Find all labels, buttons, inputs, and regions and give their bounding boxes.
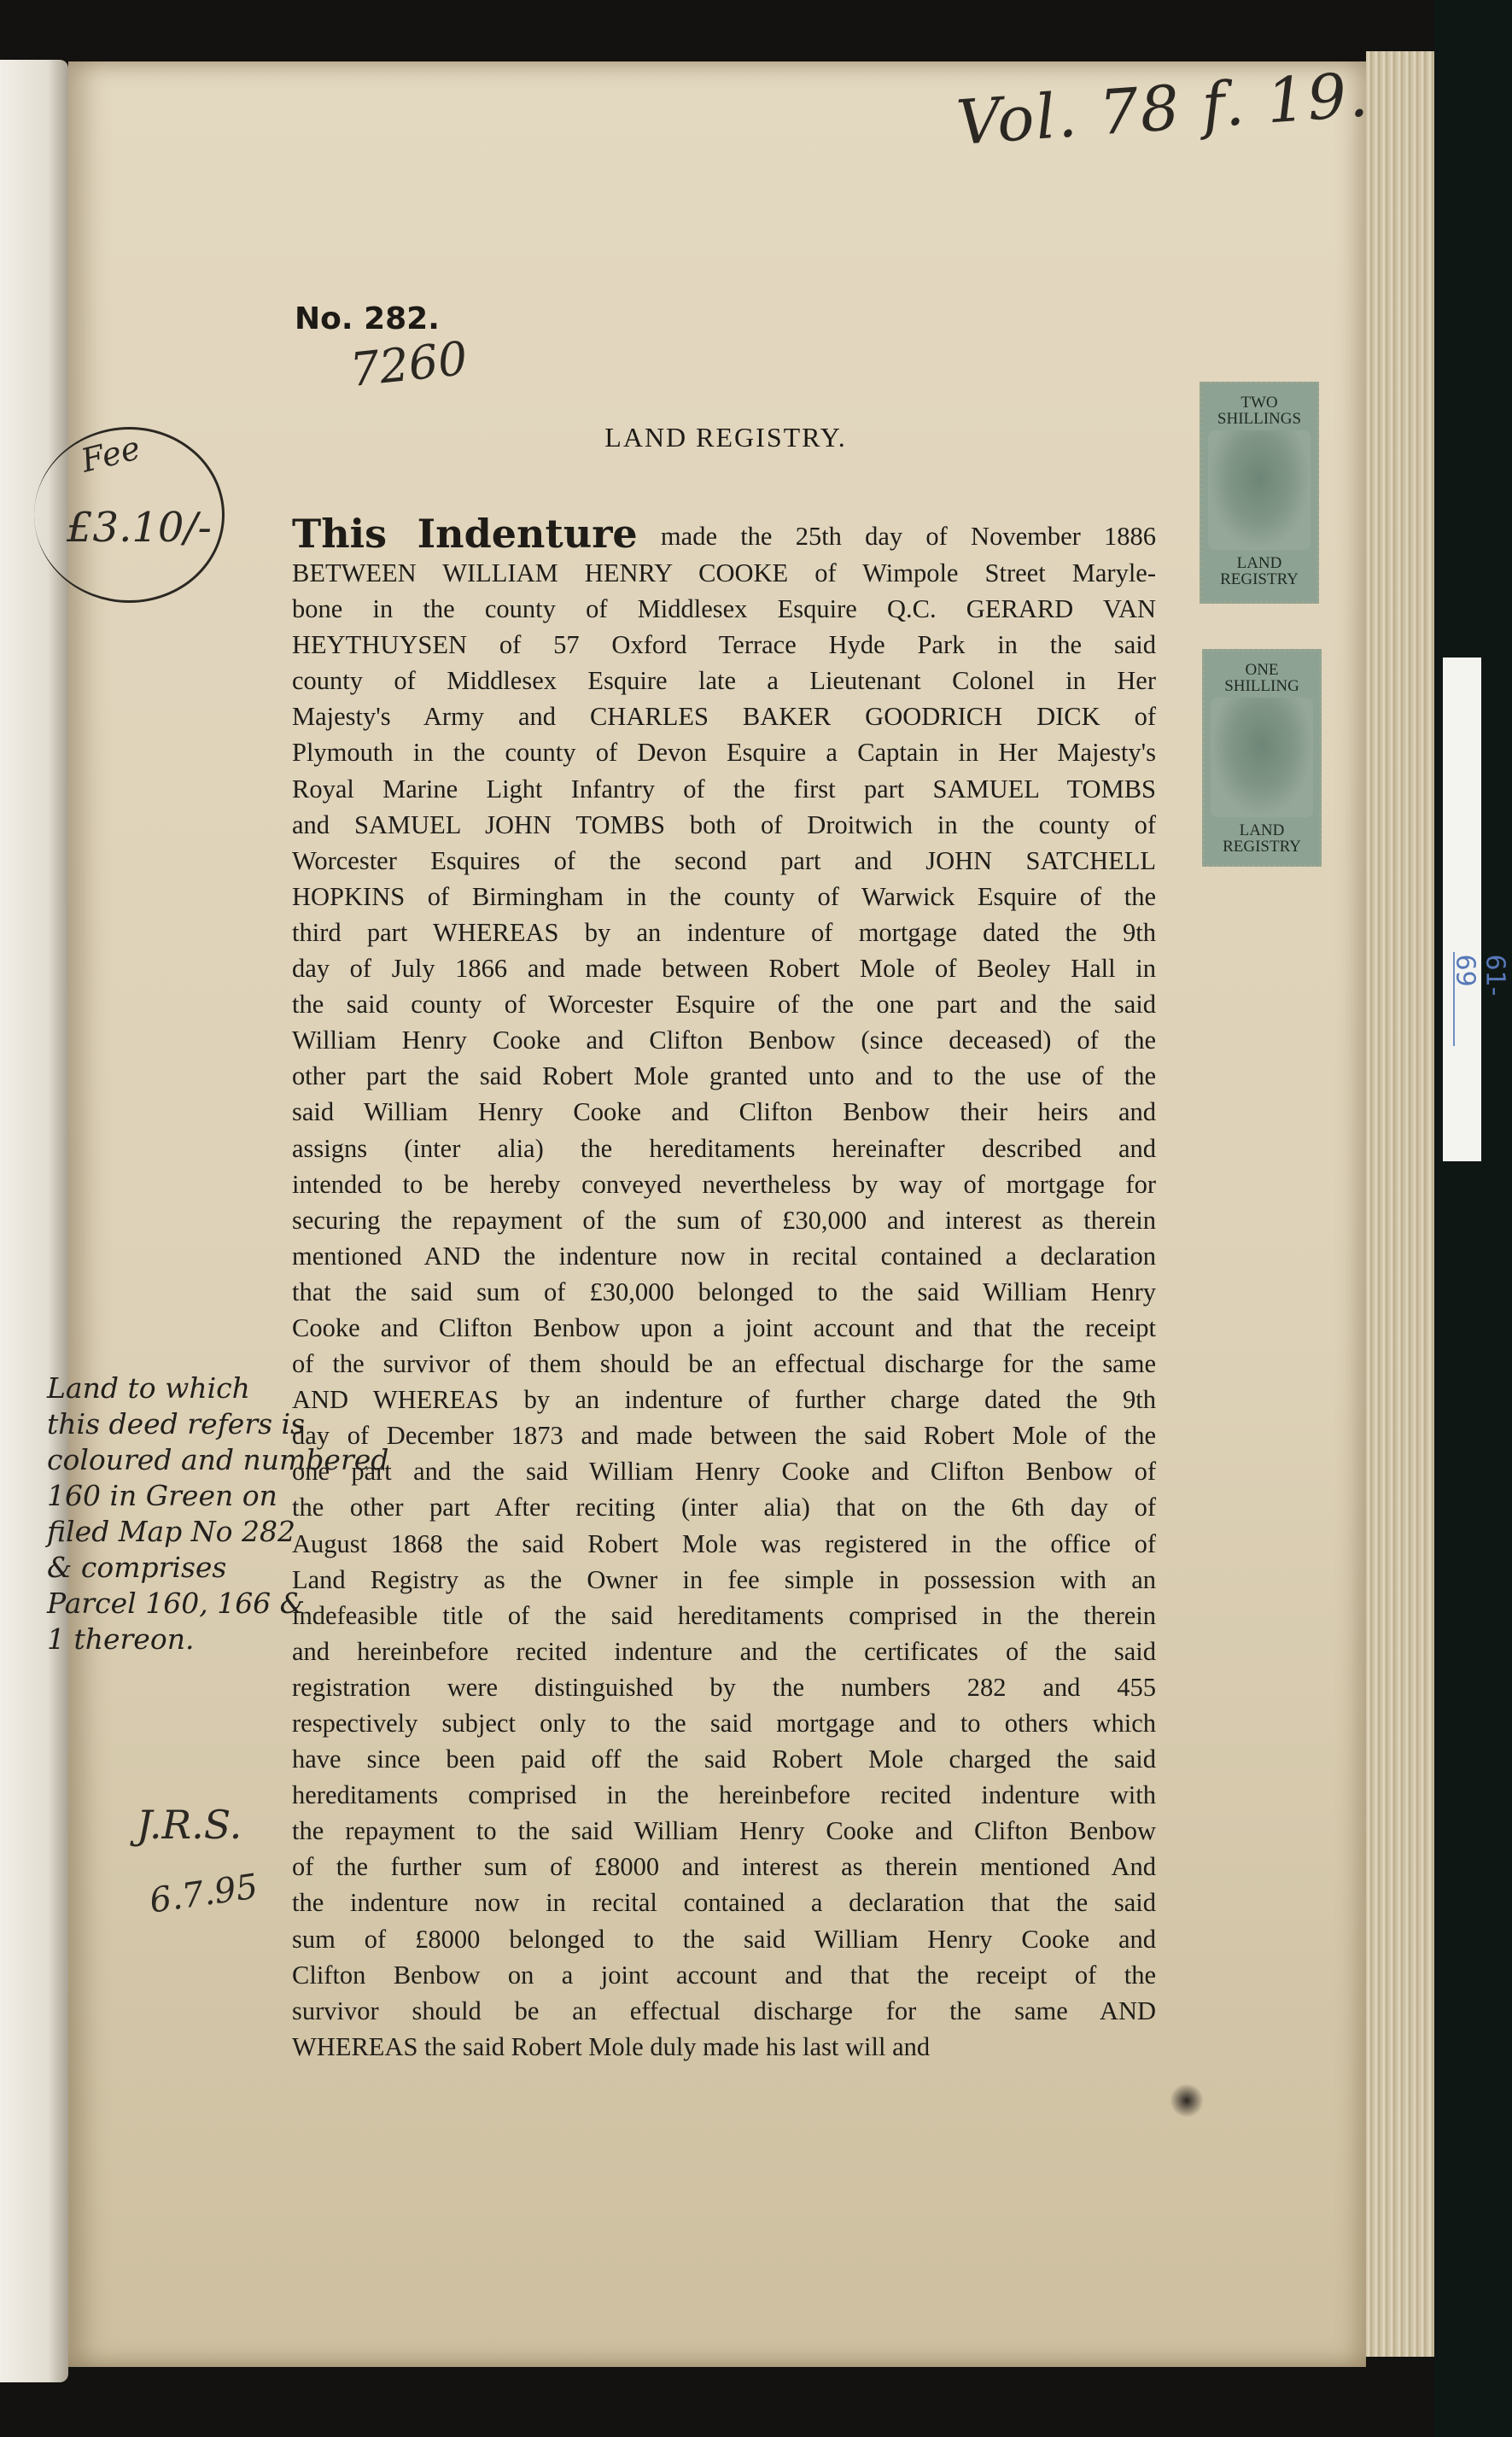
margin-note-line: 1 thereon. [47, 1622, 195, 1656]
bookmark-slip [1443, 657, 1481, 1161]
queen-portrait-icon [1211, 698, 1313, 817]
body-line: one part and the said William Henry Cooke and Clifton Benbow of [292, 1457, 1156, 1487]
body-line: This Indenture made the 25th day of November 1886 [292, 512, 1156, 555]
body-line: day of July 1866 and made between Robert Mole of Beoley Hall in [292, 954, 1156, 984]
margin-note-line: filed Map No 282 [47, 1515, 296, 1548]
body-line: registration were distinguished by the numbers 282 and 455 [292, 1672, 1156, 1702]
body-line: of the further sum of £8000 and interest as therein mentioned And [292, 1852, 1156, 1882]
initials: J.R.S. [137, 1802, 242, 1848]
body-line: August 1868 the said Robert Mole was registered in the office of [292, 1528, 1156, 1558]
body-line: assigns (inter alia) the hereditaments hereinafter described and [292, 1133, 1156, 1163]
queen-portrait-icon [1208, 430, 1311, 550]
revenue-stamp [1200, 382, 1319, 604]
ink-smudge [1170, 2083, 1204, 2118]
document-number: No. 282. [295, 301, 440, 336]
body-line: BETWEEN WILLIAM HENRY COOKE of Wimpole Street Maryle- [292, 558, 1156, 587]
page-stack-edge [1366, 51, 1443, 2357]
body-line: Plymouth in the county of Devon Esquire a Captain in Her Majesty's [292, 738, 1156, 768]
body-line: Clifton Benbow on a joint account and that the receipt of the [292, 1960, 1156, 1990]
fee-label: Fee [77, 429, 144, 480]
margin-note-line: coloured and numbered [47, 1443, 389, 1476]
body-line: sum of £8000 belonged to the said William Henry Cooke and [292, 1924, 1156, 1954]
body-line: securing the repayment of the sum of £30,000 and interest as therein [292, 1205, 1156, 1235]
indenture-body [292, 512, 1156, 2065]
body-line: mentioned AND the indenture now in recital contained a declaration [292, 1241, 1156, 1271]
reference-number: 7260 [347, 330, 470, 398]
body-line: Cooke and Clifton Benbow upon a joint account and that the receipt [292, 1312, 1156, 1342]
body-line: and SAMUEL JOHN TOMBS both of Droitwich in the county of [292, 809, 1156, 839]
margin-annotation [47, 1370, 389, 1657]
page-heading: LAND REGISTRY. [604, 422, 847, 453]
body-line: third part WHEREAS by an indenture of mortgage dated the 9th [292, 917, 1156, 947]
margin-note-line: Land to which [47, 1371, 250, 1405]
body-line: Land Registry as the Owner in fee simple in possession with an [292, 1564, 1156, 1594]
margin-note-line: this deed refers is [47, 1407, 306, 1441]
body-line: indefeasible title of the said hereditaments comprised in the therein [292, 1600, 1156, 1630]
body-line: HEYTHUYSEN of 57 Oxford Terrace Hyde Park in the said [292, 630, 1156, 660]
fee-amount: £3.10/- [67, 504, 212, 552]
stamp-label: LAND REGISTRY [1220, 554, 1299, 588]
body-line: Worcester Esquires of the second part and JOHN SATCHELL [292, 845, 1156, 875]
margin-note-line: Parcel 160, 166 & [47, 1587, 306, 1620]
left-page-edge [0, 60, 68, 2382]
margin-note-line: & comprises [47, 1551, 227, 1584]
stamp-denomination: TWO SHILLINGS [1217, 394, 1302, 428]
body-line: survivor should be an effectual discharge for the same AND [292, 1996, 1156, 2025]
body-line: have since been paid off the said Robert Mole charged the said [292, 1744, 1156, 1774]
annotation-date: 6.7.95 [147, 1867, 260, 1921]
body-line: of the survivor of them should be an effectual discharge for the same [292, 1349, 1156, 1379]
margin-note-line: 160 in Green on [47, 1479, 277, 1512]
body-line: the said county of Worcester Esquire of the one part and the said [292, 990, 1156, 1020]
body-line: WHEREAS the said Robert Mole duly made his last will and [292, 2031, 931, 2061]
volume-reference: Vol. 78 f. 19. [954, 58, 1372, 159]
body-line: Royal Marine Light Infantry of the first part SAMUEL TOMBS [292, 774, 1156, 804]
body-line: Majesty's Army and CHARLES BAKER GOODRICH DICK of [292, 702, 1156, 732]
revenue-stamp [1202, 649, 1322, 867]
blackletter-title: This Indenture [292, 512, 638, 555]
body-line: respectively subject only to the said mortgage and to others which [292, 1709, 1156, 1738]
body-line: the repayment to the said William Henry Cooke and Clifton Benbow [292, 1816, 1156, 1846]
body-line: AND WHEREAS by an indenture of further charge dated the 9th [292, 1385, 1156, 1415]
body-line: the indenture now in recital contained a declaration that the said [292, 1888, 1156, 1918]
body-line: HOPKINS of Birmingham in the county of Warwick Esquire of the [292, 881, 1156, 911]
body-line: bone in the county of Middlesex Esquire Q.C. GERARD VAN [292, 594, 1156, 624]
body-line: other part the said Robert Mole granted unto and to the use of the [292, 1061, 1156, 1091]
body-line: and hereinbefore recited indenture and the certificates of the said [292, 1636, 1156, 1666]
body-line: intended to be hereby conveyed nevertheless by way of mortgage for [292, 1169, 1156, 1199]
body-line: William Henry Cooke and Clifton Benbow (since deceased) of the [292, 1026, 1156, 1055]
body-line: county of Middlesex Esquire late a Lieutenant Colonel in Her [292, 666, 1156, 696]
body-line: said William Henry Cooke and Clifton Benbow their heirs and [292, 1097, 1156, 1127]
body-line: hereditaments comprised in the hereinbefore recited indenture with [292, 1780, 1156, 1810]
body-line: day of December 1873 and made between the said Robert Mole of the [292, 1421, 1156, 1451]
book-cover [1434, 0, 1512, 2437]
body-line: the other part After reciting (inter alia) that on the 6th day of [292, 1493, 1156, 1522]
stamp-denomination: ONE SHILLING [1224, 661, 1299, 695]
slip-mark: 61-69 [1450, 954, 1510, 996]
stamp-label: LAND REGISTRY [1223, 821, 1301, 856]
body-line: that the said sum of £30,000 belonged to the said William Henry [292, 1277, 1156, 1306]
